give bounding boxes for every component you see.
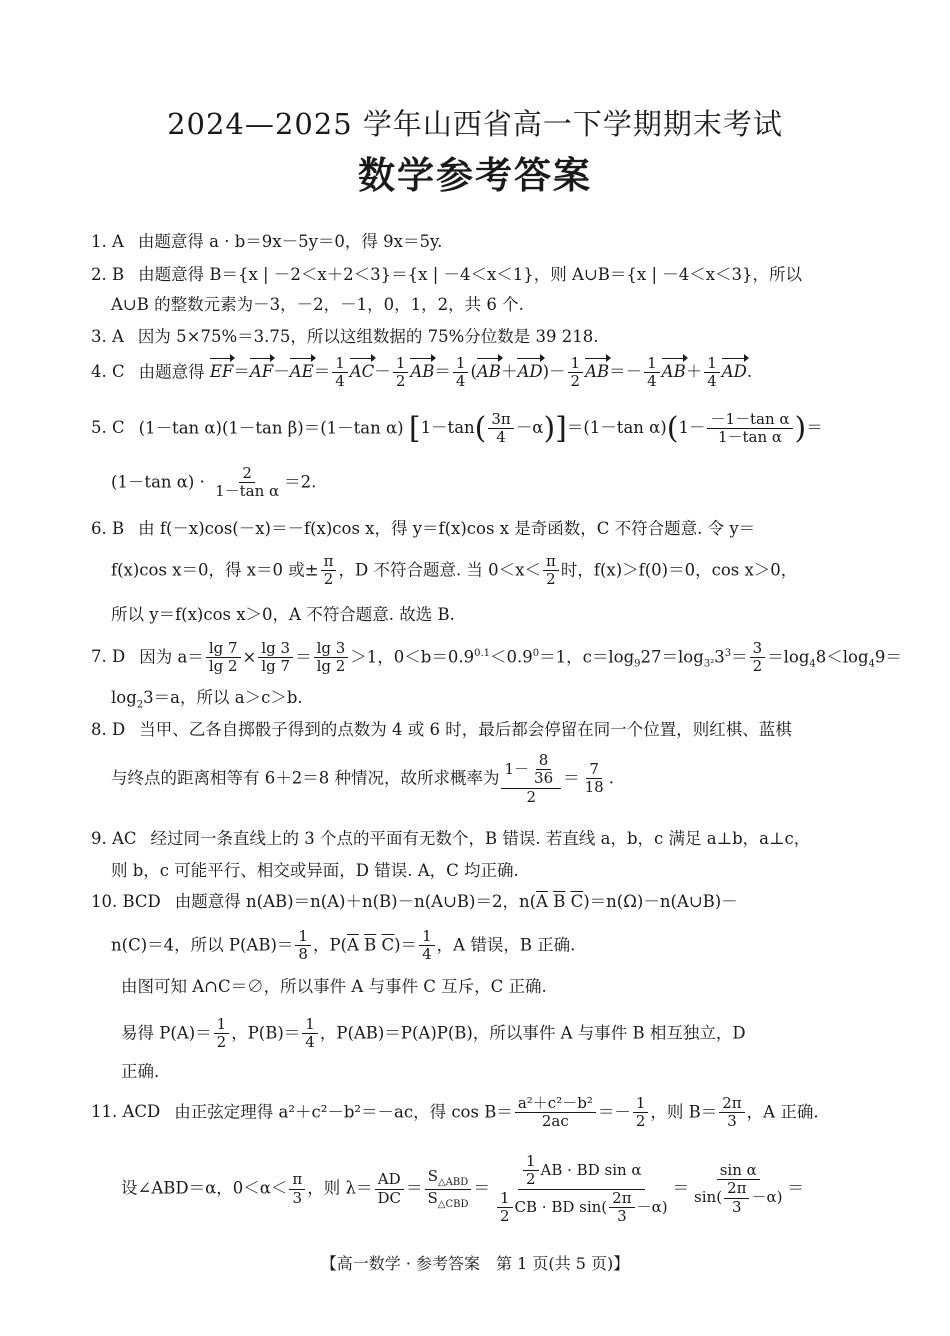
- answer-6-cont2: 所以 y＝f(x)cos x＞0，A 不符合题意. 故选 B.: [111, 605, 455, 624]
- answer-3: 3. A 因为 5×75%＝3.75，所以这组数据的 75%分位数是 39 218.: [91, 327, 599, 346]
- answer-5-cont: (1－tan α) · $\frac{2}{\text{1－tan α}}$ ＝2.: [111, 464, 317, 501]
- answer-10-cont2: 由图可知 A∩C＝∅，所以事件 A 与事件 C 互斥，C 正确.: [121, 977, 547, 996]
- answer-7: 7. D 因为 a＝ $\frac{\lg 7}{\lg 2}$ × $\frac{\lg 3}{\lg 7}$ ＝ $\frac{\lg 3}{\lg 2}$ ＞1，$0<b=0.9^{0.1}<0.9^0=1$，$c=\log_927=\log_{3^2}3^3=$ $\frac{3}{2}$ $=\log_48<\log_49=$: [91, 639, 902, 676]
- answer-10: 10. BCD 由题意得 n(AB)＝n(A)＋n(B)－n(A∪B)＝2，$n(\overline{A}$ $\overline{B}$ $\overline{C})=n(\Omega)-n(A\cup B)-$: [91, 892, 738, 911]
- answer-9-cont: 则 b，c 可能平行、相交或异面，D 错误. A，C 均正确.: [111, 861, 519, 880]
- answer-9: 9. AC 经过同一条直线上的 3 个点的平面有无数个，B 错误. 若直线 a，b，c 满足 a⊥b，a⊥c，: [91, 829, 811, 848]
- page-title: 2024—2025 学年山西省高一下学期期末考试: [167, 107, 783, 141]
- answer-4: 4. C 由题意得 EF＝AF－AE＝ $\frac{1}{4}$ AC－ $\frac{1}{2}$ AB＝ $\frac{1}{4}$ (AB＋AD)－ $\frac{1}{2}$ AB＝－ $\frac{1}{4}$ AB＋ $\frac{1}{4}$ AD.: [91, 354, 753, 391]
- answer-5-math: [1－tan( $\frac{3\pi}{4}$ －α)]＝(1－tan α)(1－ $\frac{\text{－1－tan α}}{\text{1－tan α}}$ )＝: [408, 410, 823, 447]
- answer-10-cont: n(C)＝4，所以 P(AB)＝ $\frac{1}{8}$ ，$P(\overline{A}$ $\overline{B}$ $\overline{C})=$ $\frac{1}{4}$ ，A 错误，B 正确.: [111, 927, 576, 964]
- page-subtitle: 数学参考答案: [358, 154, 592, 197]
- page-footer: 【高一数学 · 参考答案 第 1 页(共 5 页)】: [320, 1254, 630, 1273]
- answer-6-cont: f(x)cos x＝0，得 x＝0 或± $\frac{\pi}{2}$ ，D 不符合题意. 当 0＜x＜ $\frac{\pi}{2}$ 时，f(x)＞f(0)＝0，cos x＞0，: [111, 552, 798, 589]
- answer-11-cont: 设∠ABD＝α，0＜α＜ $\frac{\pi}{3}$ ，则 λ＝ $\frac{AD}{DC}$ ＝ $\frac{S_{\triangle ABD}}{S_{\triangle CBD}}$ ＝ $\frac{1}{2}$ AB · BD sin α $\frac{1}{2}$ CB · BD sin( $\frac{2\pi}{3}$ －α) ＝ sin α sin( $\frac{2\pi}{3}$ －α) ＝: [121, 1152, 804, 1225]
- answer-2-cont: A∪B 的整数元素为－3，－2，－1，0，1，2，共 6 个.: [111, 295, 524, 314]
- answer-1: 1. A 由题意得 a · b＝9x－5y＝0，得 9x＝5y.: [91, 232, 443, 251]
- answer-6: 6. B 由 f(－x)cos(－x)＝－f(x)cos x，得 y＝f(x)cos x 是奇函数，C 不符合题意. 令 y＝: [91, 519, 756, 538]
- answer-7-cont: $\log_23=a$，所以 a＞c＞b.: [111, 688, 303, 711]
- answer-10-cont3: 易得 P(A)＝ $\frac{1}{2}$ ，P(B)＝ $\frac{1}{4}$ ，P(AB)＝P(A)P(B)，所以事件 A 与事件 B 相互独立，D: [121, 1015, 746, 1052]
- answer-8: 8. D 当甲、乙各自掷骰子得到的点数为 4 或 6 时，最后都会停留在同一个位置，则红棋、蓝棋: [91, 720, 792, 739]
- answer-11: 11. ACD 由正弦定理得 a²＋c²－b²＝－ac，得 cos B＝ $\frac{\text{a²＋c²－b²}}{2ac}$ ＝－ $\frac{1}{2}$ ，则 B＝ $\frac{2\pi}{3}$ ，A 正确.: [91, 1094, 819, 1131]
- answer-4-math: EF＝AF－AE＝ $\frac{1}{4}$ AC－ $\frac{1}{2}$ AB＝ $\frac{1}{4}$ (AB＋AD)－ $\frac{1}{2}$ AB＝－ $\frac{1}{4}$ AB＋ $\frac{1}{4}$ AD.: [209, 354, 753, 391]
- answer-10-cont4: 正确.: [121, 1062, 160, 1081]
- answer-5: 5. C (1－tan α)(1－tan β)＝(1－tan α) [1－tan( $\frac{3\pi}{4}$ －α)]＝(1－tan α)(1－ $\frac{\text{－1－tan α}}{\text{1－tan α}}$ )＝: [91, 410, 823, 447]
- answer-8-cont: 与终点的距离相等有 6＋2＝8 种情况，故所求概率为 1－ $\frac{8}{36}$ 2 ＝ $\frac{7}{18}$ .: [111, 751, 614, 806]
- answer-2: 2. B 由题意得 B＝{x | －2＜x＋2＜3}＝{x | －4＜x＜1}，则 A∪B＝{x | －4＜x＜3}，所以: [91, 265, 803, 284]
